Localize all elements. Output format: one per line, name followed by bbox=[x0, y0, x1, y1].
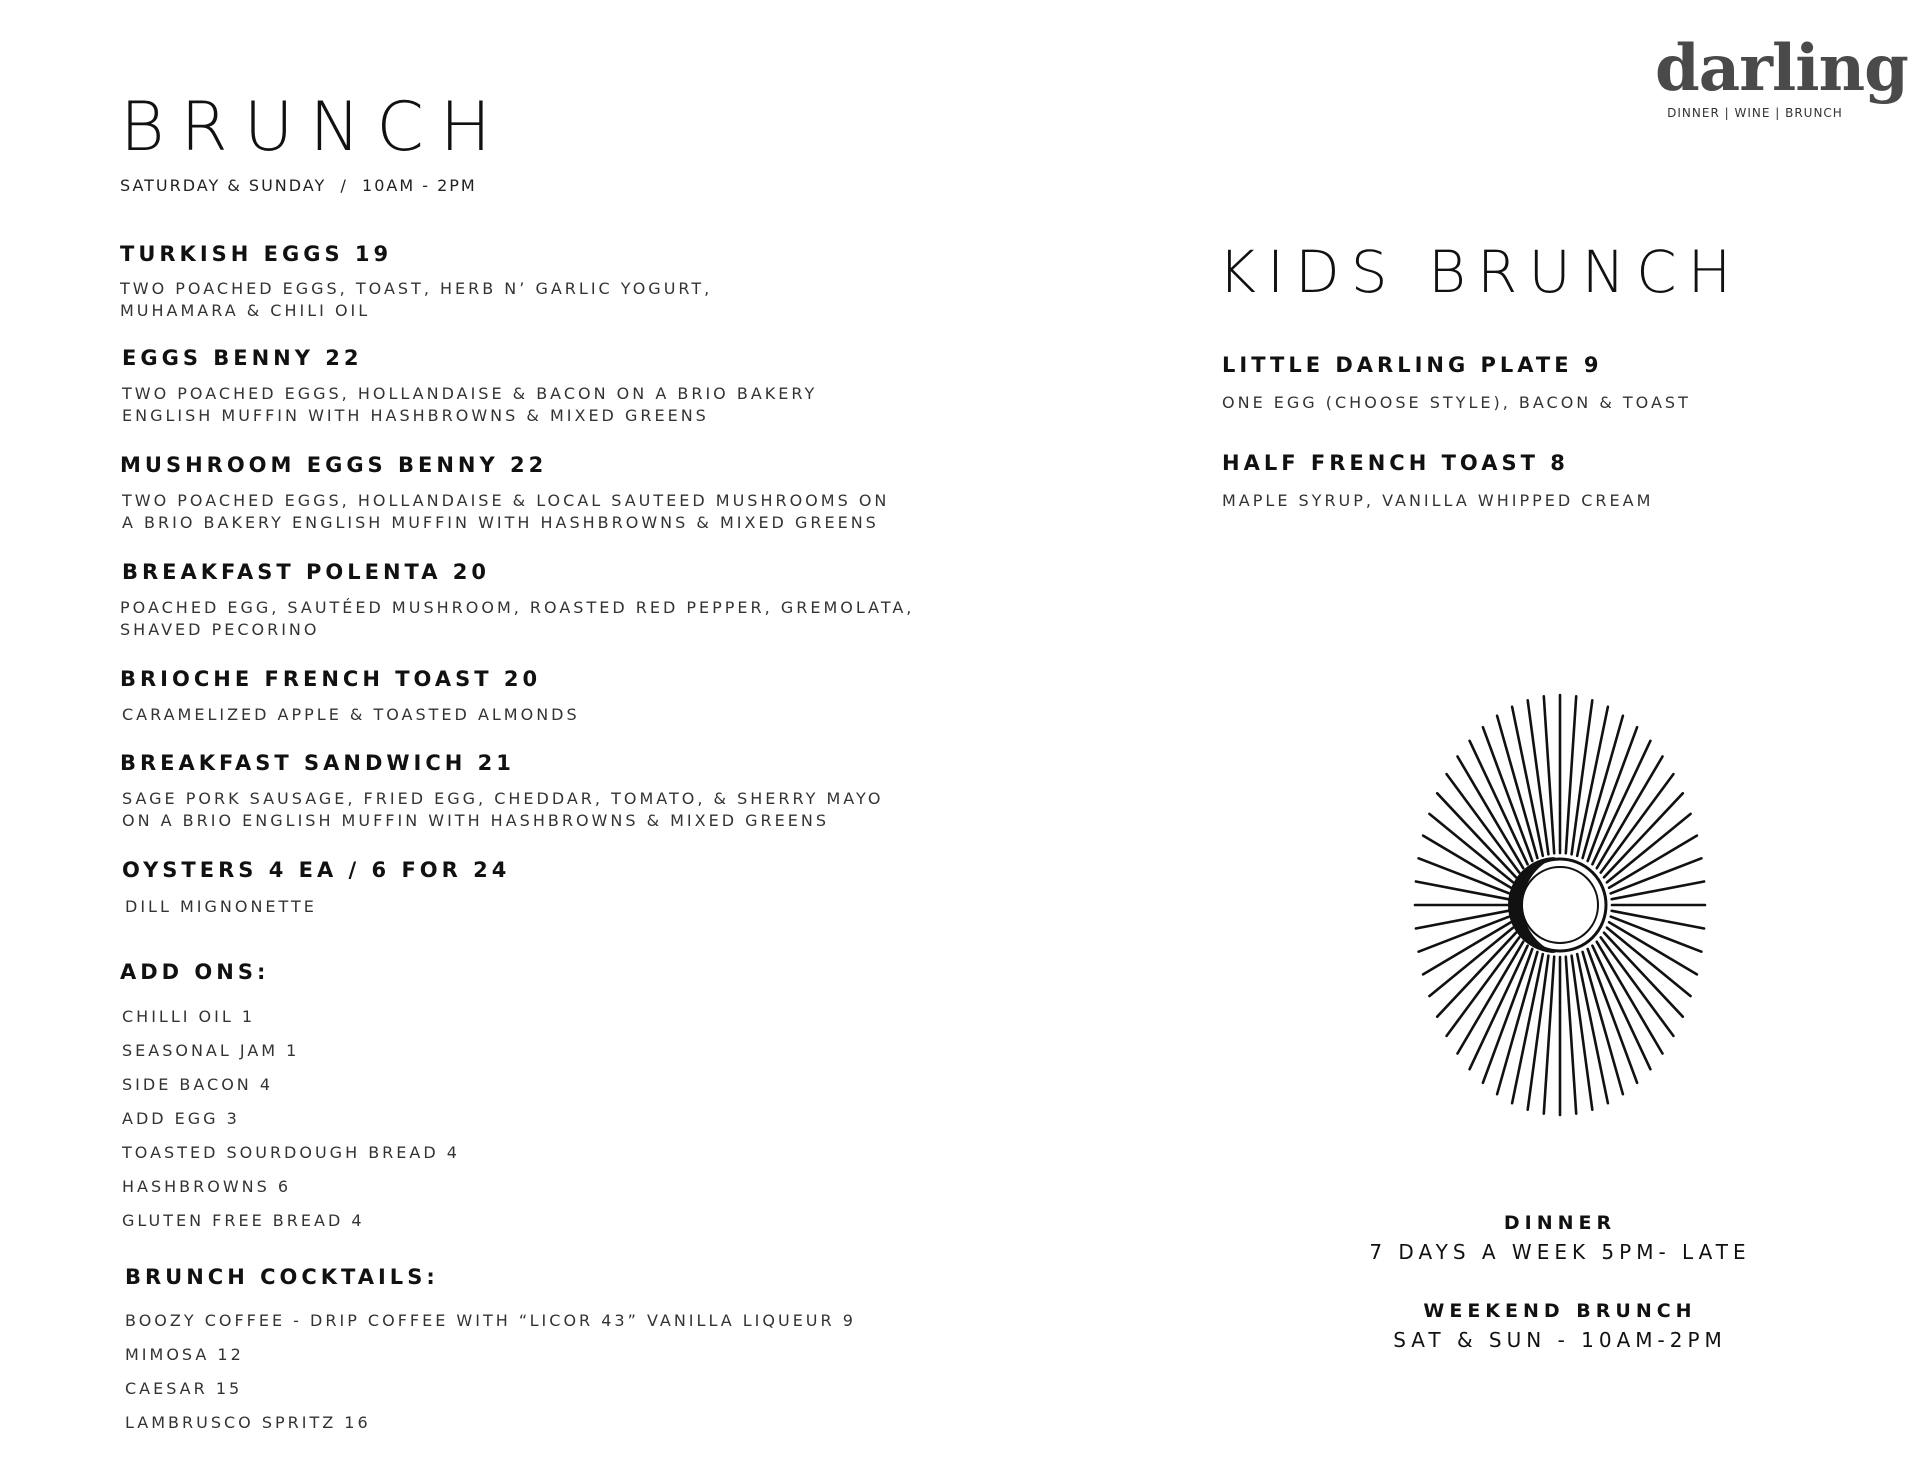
cocktail-item: MIMOSA 12 bbox=[125, 1345, 244, 1364]
brand-logo bbox=[1655, 31, 1908, 120]
menu-item-desc: DILL MIGNONETTE bbox=[125, 897, 317, 916]
brunch-subtitle: SATURDAY & SUNDAY / 10AM - 2PM bbox=[120, 176, 477, 195]
menu-item-desc: SAGE PORK SAUSAGE, FRIED EGG, CHEDDAR, TOMATO, & SHERRY MAYO bbox=[122, 789, 884, 808]
sun-ray bbox=[1612, 911, 1704, 929]
menu-item-desc: A BRIO BAKERY ENGLISH MUFFIN WITH HASHBROWNS & MIXED GREENS bbox=[122, 513, 879, 532]
menu-item-desc: MUHAMARA & CHILI OIL bbox=[120, 301, 371, 320]
sun-moon-icon bbox=[1410, 690, 1710, 1120]
menu-item-desc: ON A BRIO ENGLISH MUFFIN WITH HASHBROWNS & MIXED GREENS bbox=[122, 811, 829, 830]
menu-item-desc: CARAMELIZED APPLE & TOASTED ALMONDS bbox=[122, 705, 580, 724]
menu-item-name: MUSHROOM EGGS BENNY 22 bbox=[120, 453, 548, 477]
kids-item-desc: ONE EGG (CHOOSE STYLE), BACON & TOAST bbox=[1222, 393, 1691, 412]
menu-item-name: BREAKFAST POLENTA 20 bbox=[122, 560, 491, 584]
kids-item-name: LITTLE DARLING PLATE 9 bbox=[1222, 353, 1603, 377]
kids-item-name: HALF FRENCH TOAST 8 bbox=[1222, 451, 1569, 475]
menu-item-desc: POACHED EGG, SAUTÉED MUSHROOM, ROASTED RED PEPPER, GREMOLATA, bbox=[120, 598, 915, 617]
add-on-item: SIDE BACON 4 bbox=[122, 1075, 274, 1094]
add-on-item: TOASTED SOURDOUGH BREAD 4 bbox=[122, 1143, 460, 1162]
cocktail-item: LAMBRUSCO SPRITZ 16 bbox=[125, 1413, 371, 1432]
sun-ray bbox=[1611, 917, 1702, 952]
kids-item-desc: MAPLE SYRUP, VANILLA WHIPPED CREAM bbox=[1222, 491, 1654, 510]
brand-name: darling bbox=[1655, 31, 1908, 106]
sun-ray bbox=[1611, 858, 1702, 893]
sun-ray bbox=[1416, 911, 1508, 929]
cocktails-heading: BRUNCH COCKTAILS: bbox=[125, 1265, 439, 1289]
menu-item-name: OYSTERS 4 EA / 6 FOR 24 bbox=[122, 858, 511, 882]
sun-ray bbox=[1419, 858, 1510, 893]
add-on-item: HASHBROWNS 6 bbox=[122, 1177, 292, 1196]
menu-item-desc: TWO POACHED EGGS, TOAST, HERB N’ GARLIC YOGURT, bbox=[120, 279, 713, 298]
weekend-brunch-label: WEEKEND BRUNCH bbox=[1423, 1300, 1697, 1322]
menu-item-name: BRIOCHE FRENCH TOAST 20 bbox=[120, 667, 542, 691]
add-on-item: SEASONAL JAM 1 bbox=[122, 1041, 300, 1060]
add-on-item: CHILLI OIL 1 bbox=[122, 1007, 256, 1026]
brunch-title: BRUNCH bbox=[120, 88, 508, 167]
menu-item-desc: TWO POACHED EGGS, HOLLANDAISE & LOCAL SAUTEED MUSHROOMS ON bbox=[122, 491, 890, 510]
menu-item-name: TURKISH EGGS 19 bbox=[120, 242, 393, 266]
menu-item-desc: TWO POACHED EGGS, HOLLANDAISE & BACON ON A BRIO BAKERY bbox=[122, 384, 818, 403]
menu-item-name: EGGS BENNY 22 bbox=[122, 346, 363, 370]
sun-ray bbox=[1419, 917, 1510, 952]
sun-ray bbox=[1612, 882, 1704, 900]
dinner-label: DINNER bbox=[1503, 1212, 1617, 1234]
dinner-hours bbox=[1330, 1212, 1790, 1264]
menu-item-name: BREAKFAST SANDWICH 21 bbox=[120, 751, 515, 775]
add-ons-heading: ADD ONS: bbox=[120, 960, 270, 984]
cocktail-item: BOOZY COFFEE - DRIP COFFEE WITH “LICOR 43” VANILLA LIQUEUR 9 bbox=[125, 1311, 856, 1330]
dinner-value: 7 DAYS A WEEK 5PM- LATE bbox=[1369, 1240, 1751, 1264]
menu-item-desc: ENGLISH MUFFIN WITH HASHBROWNS & MIXED GREENS bbox=[122, 406, 709, 425]
brand-tagline: DINNER | WINE | BRUNCH bbox=[1667, 106, 1843, 120]
weekend-brunch-hours bbox=[1330, 1300, 1790, 1352]
kids-brunch-title: KIDS BRUNCH bbox=[1218, 238, 1743, 306]
weekend-brunch-value: SAT & SUN - 10AM-2PM bbox=[1393, 1328, 1727, 1352]
cocktail-item: CAESAR 15 bbox=[125, 1379, 243, 1398]
add-on-item: GLUTEN FREE BREAD 4 bbox=[122, 1211, 365, 1230]
menu-item-desc: SHAVED PECORINO bbox=[120, 620, 320, 639]
add-on-item: ADD EGG 3 bbox=[122, 1109, 240, 1128]
sun-ray bbox=[1416, 882, 1508, 900]
